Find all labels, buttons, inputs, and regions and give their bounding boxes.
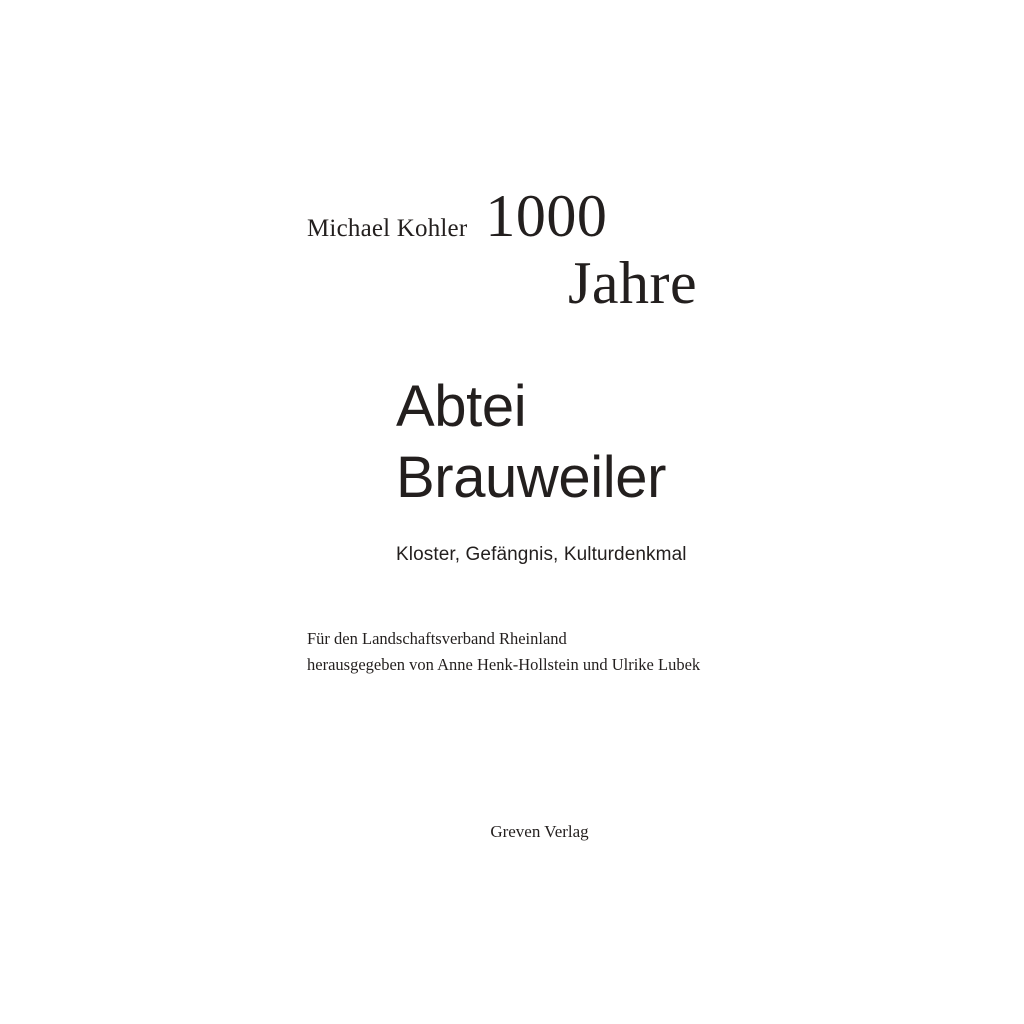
publisher-name: Greven Verlag [490, 822, 589, 841]
author-name: Michael Kohler [307, 215, 468, 242]
title-number-word: Jahre [568, 250, 698, 316]
title-number: 1000 [485, 183, 608, 249]
editor-note-line-1: Für den Landschaftsverband Rheinland [307, 629, 567, 648]
page-subtitle: Kloster, Gefängnis, Kulturdenkmal [396, 544, 687, 565]
title-block [0, 183, 1024, 316]
page-title-line-1: Abtei [396, 374, 527, 439]
title-number-word-line [0, 252, 1024, 315]
page-title [396, 372, 996, 514]
author-and-number-line [0, 183, 1024, 249]
editor-note [307, 626, 700, 677]
editor-note-line-2: herausgegeben von Anne Henk-Hollstein und Ulrike Lubek [307, 654, 701, 674]
page-title-line-2: Brauweiler [396, 444, 666, 510]
